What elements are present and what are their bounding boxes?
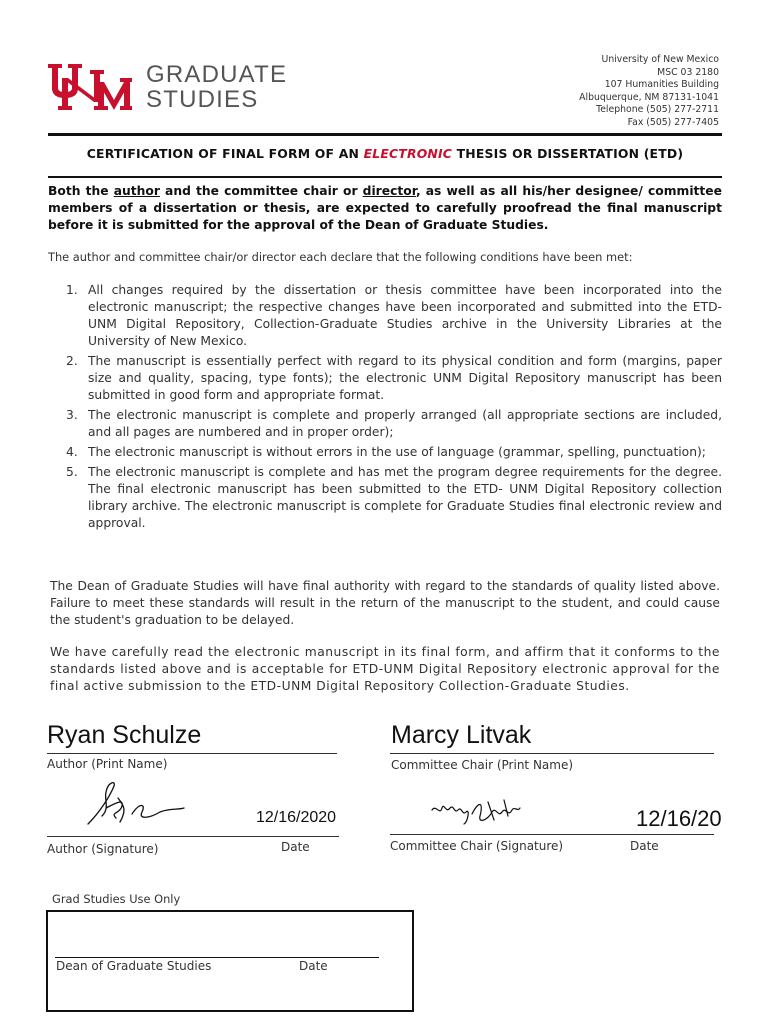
dean-label: Dean of Graduate Studies (56, 959, 212, 973)
dean-date-label: Date (299, 959, 328, 973)
address-line: Telephone (505) 277-2711 (596, 104, 719, 116)
declaration-text: The author and committee chair/or director each declare that the following conditions have been met: (48, 250, 633, 264)
title-emphasis: ELECTRONIC (363, 146, 453, 161)
title-divider (48, 176, 722, 178)
intro-text: , as well as all his/her designee/ committee members of a dissertation or thesis, are expected to carefully proofread the final manuscript before it is submitted for the approval of the Dean of Graduate Studies. (48, 184, 722, 232)
logo-line-studies: STUDIES (146, 86, 259, 113)
form-title (48, 146, 722, 161)
author-signature-line (47, 836, 339, 837)
chair-signature-label: Committee Chair (Signature) (390, 839, 564, 853)
condition-item (66, 282, 722, 350)
address-block (579, 54, 719, 130)
unm-logo-mark-icon (48, 60, 132, 114)
chair-name-line (390, 753, 714, 754)
intro-author-underlined: author (113, 184, 160, 198)
condition-text: All changes required by the dissertation or thesis committee have been incorporated into the electronic manuscript; the respective changes have been incorporated and submitted into the ETD-UNM Digital Repository, Collection-Graduate Studies archive in the University Libraries at the University of New Mexico. (88, 283, 722, 348)
conditions-list (66, 282, 722, 535)
logo-wordmark (146, 62, 287, 112)
chair-date-field[interactable]: 12/16/20 (636, 806, 722, 831)
unm-graduate-studies-logo (48, 60, 298, 116)
dean-signature-line[interactable] (55, 957, 379, 958)
intro-text: and the committee chair or (159, 184, 363, 198)
address-line: Albuquerque, NM 87131-1041 (579, 91, 719, 103)
author-date-field[interactable]: 12/16/2020 (256, 809, 337, 826)
condition-text: The electronic manuscript is without errors in the use of language (grammar, spelling, punctuation); (88, 445, 706, 459)
title-suffix: THESIS OR DISSERTATION (ETD) (452, 146, 684, 161)
condition-text: The manuscript is essentially perfect with regard to its physical condition and form (margins, paper size and quality, spacing, type fonts); the electronic UNM Digital Repository manuscript has been submitted in good form and appropriate format. (88, 354, 722, 402)
condition-text: The electronic manuscript is complete and has met the program degree requirements for the degree. The final electronic manuscript has been submitted to the ETD- UNM Digital Repository collection library archive. The electronic manuscript is complete for Graduate Studies final electronic review and approval. (88, 465, 722, 530)
condition-item (66, 464, 722, 532)
chair-date-label: Date (630, 839, 659, 853)
title-prefix: CERTIFICATION OF FINAL FORM OF AN (86, 146, 364, 161)
condition-number: 2. (66, 354, 78, 368)
author-signature-icon[interactable] (80, 778, 190, 830)
author-print-name-label: Author (Print Name) (47, 757, 168, 771)
logo-line-graduate: GRADUATE (146, 61, 288, 88)
condition-number: 3. (66, 408, 78, 422)
author-print-name-field[interactable]: Ryan Schulze (47, 721, 202, 749)
author-name-line (47, 753, 337, 754)
condition-text: The electronic manuscript is complete and properly arranged (all appropriate sections are included, and all pages are numbered and in proper order); (88, 408, 722, 439)
address-line: University of New Mexico (601, 54, 719, 65)
address-line: MSC 03 2180 (657, 66, 719, 78)
chair-signature-line (390, 834, 714, 835)
condition-number: 1. (66, 283, 78, 297)
affirmation-paragraph: We have carefully read the electronic manuscript in its final form, and affirm that it conforms to the standards listed above and is acceptable for ETD-UNM Digital Repository electronic approval for the final active submission to the ETD-UNM Digital Repository Collection-Graduate Studies. (50, 645, 720, 693)
intro-paragraph (48, 183, 722, 234)
author-date-label: Date (281, 840, 310, 854)
condition-item (66, 444, 722, 461)
chair-signature-icon[interactable] (428, 796, 524, 830)
intro-director-underlined: director (362, 184, 416, 198)
condition-item (66, 353, 722, 404)
dean-authority-paragraph: The Dean of Graduate Studies will have final authority with regard to the standards of quality listed above. Failure to meet these standards will result in the return of the manuscript to the student, and could cause the student's graduation to be delayed. (50, 579, 720, 627)
intro-text: Both the (48, 184, 114, 198)
address-line: Fax (505) 277-7405 (627, 116, 719, 128)
chair-print-name-field[interactable]: Marcy Litvak (391, 721, 532, 749)
grad-studies-use-label: Grad Studies Use Only (52, 892, 181, 906)
top-divider (48, 133, 722, 136)
author-signature-label: Author (Signature) (47, 842, 159, 856)
condition-number: 5. (66, 465, 78, 479)
address-line: 107 Humanities Building (604, 79, 719, 91)
chair-print-name-label: Committee Chair (Print Name) (391, 758, 574, 772)
condition-number: 4. (66, 445, 78, 459)
condition-item (66, 407, 722, 441)
